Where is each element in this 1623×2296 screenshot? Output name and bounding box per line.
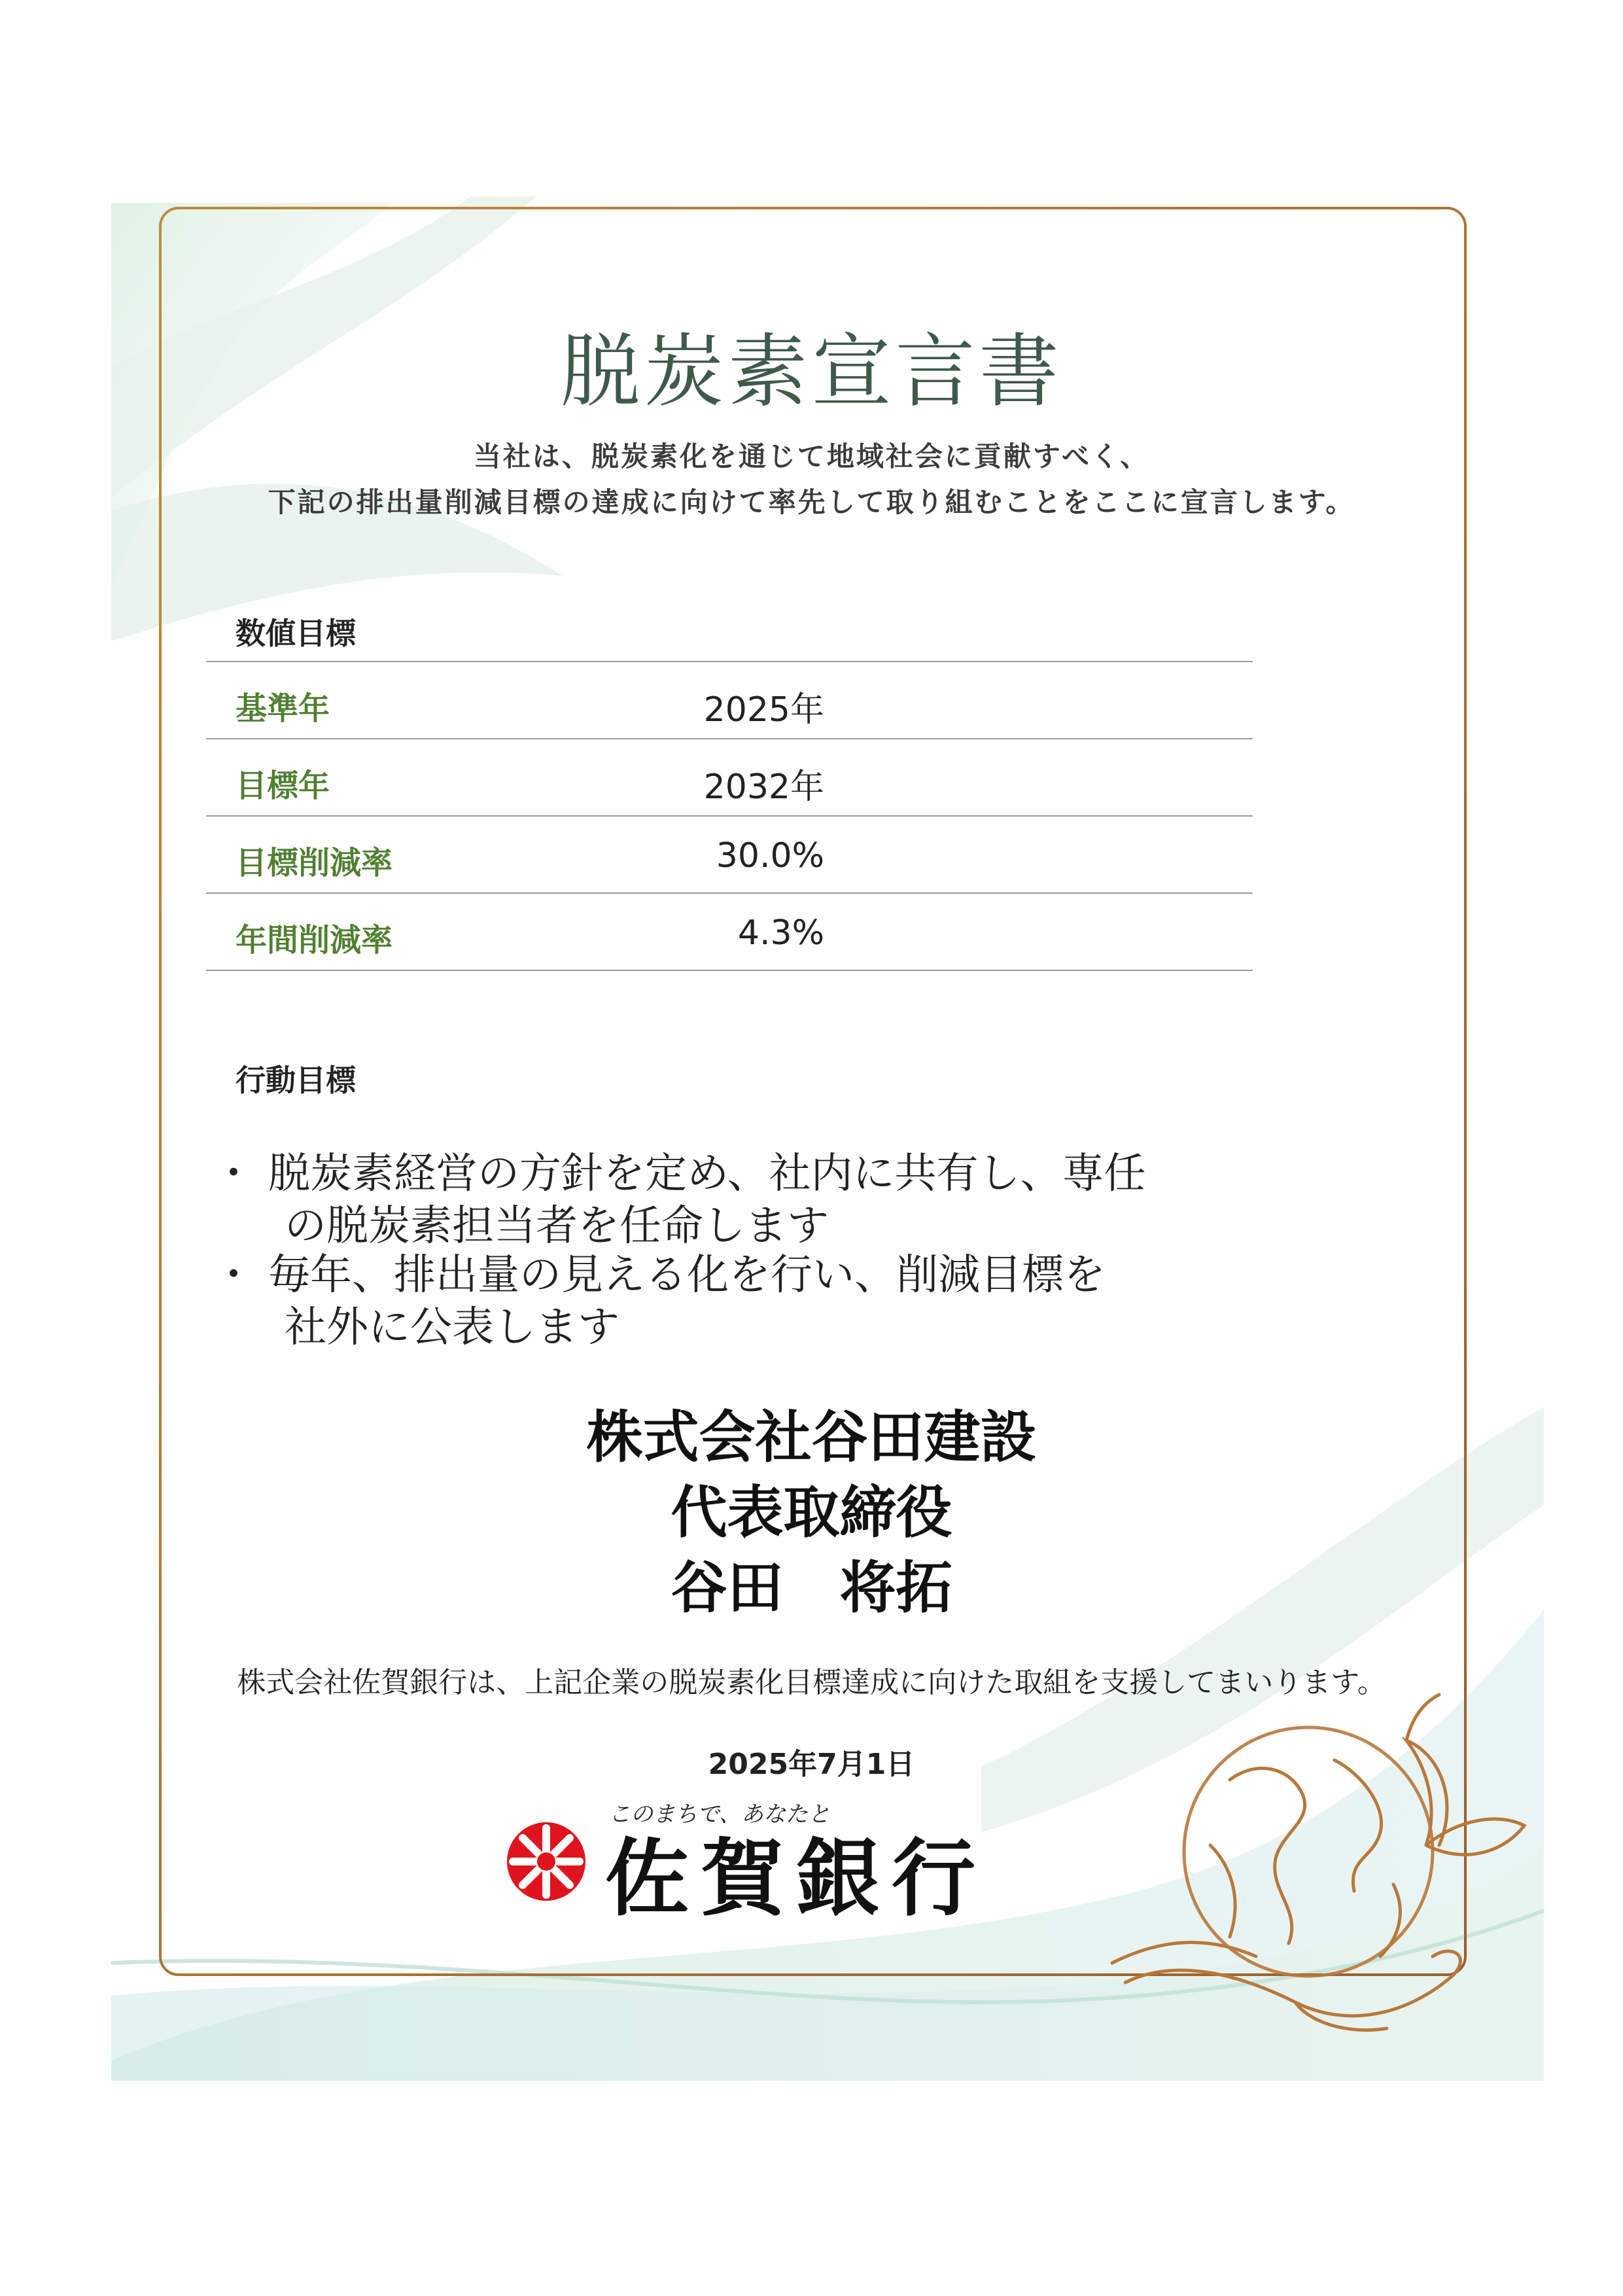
target-label: 目標年 (236, 768, 330, 804)
action-item-line-1: 脱炭素経営の方針を定め、社内に共有し、専任 (268, 1150, 1146, 1198)
declaration-date: 2025年7月1日 (708, 1748, 915, 1781)
bank-name: 佐賀銀行 (605, 1829, 988, 1928)
action-item (213, 1148, 1325, 1253)
bullet: ・ (213, 1150, 254, 1198)
target-value: 2025年 (703, 690, 824, 730)
target-value: 2032年 (703, 768, 824, 807)
intro-line-1: 当社は、脱炭素化を通じて地域社会に貢献すべく、 (473, 440, 1150, 472)
saga-bank-logo-icon (504, 1819, 589, 1904)
target-value: 4.3% (737, 913, 824, 953)
numeric-targets-table (206, 661, 1253, 971)
bullet: ・ (213, 1251, 254, 1299)
company-representative: 谷田 将拓 (671, 1555, 952, 1621)
target-label: 基準年 (236, 690, 330, 727)
action-item-line-1: 毎年、排出量の見える化を行い、削減目標を (268, 1251, 1106, 1299)
target-row-annual-reduction-rate (206, 892, 1253, 971)
intro-line-2: 下記の排出量削減目標の達成に向けて率先して取り組むことをここに宣言します。 (268, 486, 1355, 518)
target-label: 年間削減率 (236, 922, 393, 959)
action-item-line-2: 社外に公表します (285, 1303, 620, 1352)
target-row-base-year (206, 661, 1253, 738)
action-item (213, 1250, 1325, 1354)
target-row-reduction-rate (206, 815, 1253, 892)
action-targets-heading: 行動目標 (236, 1063, 356, 1098)
company-name: 株式会社谷田建設 (586, 1405, 1037, 1470)
page-title: 脱炭素宣言書 (560, 325, 1063, 418)
target-label: 目標削減率 (236, 845, 393, 881)
target-value: 30.0% (716, 836, 824, 875)
target-row-target-year (206, 738, 1253, 815)
company-role: 代表取締役 (671, 1480, 952, 1545)
support-statement: 株式会社佐賀銀行は、上記企業の脱炭素化目標達成に向けた取組を支援してまいります。 (237, 1666, 1386, 1699)
bank-slogan: このまちで、あなたと (608, 1801, 830, 1828)
action-item-line-2: の脱炭素担当者を任命します (285, 1202, 829, 1250)
numeric-targets-heading: 数値目標 (236, 616, 356, 651)
